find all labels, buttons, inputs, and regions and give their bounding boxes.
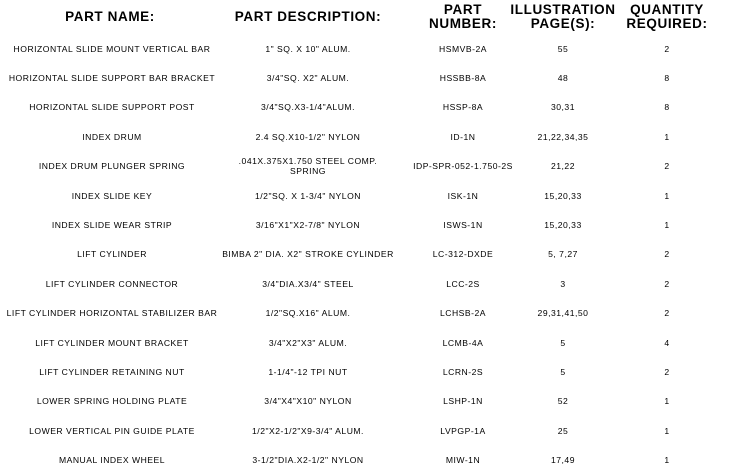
part-name-cell: LOWER VERTICAL PIN GUIDE PLATE: [29, 425, 195, 436]
table-row: [0, 122, 740, 151]
illustration-pages-cell: 5: [560, 337, 566, 348]
part-name-cell: INDEX DRUM PLUNGER SPRING: [38, 161, 186, 172]
part-number-cell: ID-1N: [450, 131, 476, 142]
table-row: [0, 152, 740, 181]
part-number-cell: LCRN-2S: [442, 366, 484, 377]
quantity-cell: 8: [664, 102, 670, 113]
part-name-cell: LOWER SPRING HOLDING PLATE: [36, 396, 188, 407]
part-number-cell: LCMB-4A: [442, 337, 484, 348]
illustration-pages-cell: 15,20,33: [544, 190, 582, 201]
part-name-cell: INDEX SLIDE KEY: [71, 190, 153, 201]
illustration-pages-cell: 21,22: [550, 161, 575, 172]
part-number-cell: LCC-2S: [446, 278, 480, 289]
table-row: [0, 328, 740, 357]
quantity-cell: 2: [664, 366, 670, 377]
quantity-cell: 2: [664, 161, 670, 172]
table-row: [0, 210, 740, 239]
header-line: PART DESCRIPTION:: [234, 9, 382, 24]
illustration-pages-cell: 30,31: [550, 102, 575, 113]
part-description-cell: 1/2"X2-1/2"X9-3/4" ALUM.: [252, 425, 364, 436]
header-part-name: [0, 0, 220, 34]
header-line: NUMBER:: [429, 16, 497, 31]
quantity-cell: 1: [664, 131, 670, 142]
header-line: PAGE(S):: [530, 16, 596, 31]
part-description-cell: 1/2"SQ. X 1-3/4" NYLON: [255, 190, 361, 201]
part-description-cell: 3/4"SQ. X2" ALUM.: [266, 72, 350, 83]
header-line: PART NAME:: [65, 9, 155, 24]
table-row: [0, 299, 740, 328]
table-row: [0, 357, 740, 386]
illustration-pages-cell: 3: [560, 278, 566, 289]
part-number-cell: LC-312-DXDE: [432, 249, 494, 260]
part-name-cell: HORIZONTAL SLIDE SUPPORT POST: [29, 102, 195, 113]
illustration-pages-cell: 52: [557, 396, 569, 407]
header-line: REQUIRED:: [626, 16, 708, 31]
part-description-cell: .041X.375X1.750 STEEL COMP. SPRING: [238, 156, 378, 177]
part-number-cell: LSHP-1N: [443, 396, 483, 407]
quantity-cell: 2: [664, 308, 670, 319]
part-name-cell: INDEX SLIDE WEAR STRIP: [51, 219, 173, 230]
part-description-cell: 1" SQ. X 10" ALUM.: [265, 43, 351, 54]
part-description-cell: 3/4"SQ.X3-1/4"ALUM.: [261, 102, 355, 113]
header-illustration-pages: [503, 0, 623, 34]
part-name-cell: LIFT CYLINDER: [77, 249, 147, 260]
part-description-cell: 3/4"X2"X3" ALUM.: [268, 337, 348, 348]
part-name-cell: LIFT CYLINDER HORIZONTAL STABILIZER BAR: [6, 308, 218, 319]
part-number-cell: LCHSB-2A: [439, 308, 487, 319]
part-description-cell: BIMBA 2" DIA. X2" STROKE CYLINDER: [222, 249, 394, 260]
quantity-cell: 1: [664, 190, 670, 201]
part-name-cell: LIFT CYLINDER CONNECTOR: [45, 278, 179, 289]
table-row: [0, 93, 740, 122]
quantity-cell: 2: [664, 43, 670, 54]
illustration-pages-cell: 55: [557, 43, 569, 54]
illustration-pages-cell: 29,31,41,50: [537, 308, 589, 319]
table-row: [0, 181, 740, 210]
part-number-cell: ISWS-1N: [443, 219, 483, 230]
illustration-pages-cell: 21,22,34,35: [537, 131, 589, 142]
part-name-cell: INDEX DRUM: [82, 131, 142, 142]
table-row: [0, 63, 740, 92]
table-row: [0, 34, 740, 63]
part-number-cell: LVPGP-1A: [440, 425, 486, 436]
header-quantity-required: [617, 0, 717, 34]
header-line: QUANTITY: [630, 2, 704, 17]
part-description-cell: 3/4"X4"X10" NYLON: [264, 396, 352, 407]
table-row: [0, 387, 740, 416]
quantity-cell: 1: [664, 219, 670, 230]
part-name-cell: LIFT CYLINDER MOUNT BRACKET: [35, 337, 189, 348]
quantity-cell: 2: [664, 278, 670, 289]
illustration-pages-cell: 48: [557, 72, 569, 83]
part-description-cell: 1/2"SQ.X16" ALUM.: [265, 308, 351, 319]
table-row: [0, 446, 740, 475]
table-row: [0, 269, 740, 298]
quantity-cell: 2: [664, 249, 670, 260]
part-description-cell: 3/4"DIA.X3/4" STEEL: [262, 278, 354, 289]
header-line: ILLUSTRATION: [510, 2, 616, 17]
header-part-description: [218, 0, 398, 34]
part-name-cell: LIFT CYLINDER RETAINING NUT: [39, 366, 185, 377]
illustration-pages-cell: 5, 7,27: [548, 249, 578, 260]
part-number-cell: HSMVB-2A: [439, 43, 487, 54]
quantity-cell: 1: [664, 396, 670, 407]
part-name-cell: MANUAL INDEX WHEEL: [58, 455, 166, 466]
quantity-cell: 4: [664, 337, 670, 348]
table-row: [0, 416, 740, 445]
part-description-cell: 2.4 SQ.X10-1/2" NYLON: [255, 131, 361, 142]
header-line: PART: [443, 2, 483, 17]
part-name-cell: HORIZONTAL SLIDE SUPPORT BAR BRACKET: [8, 72, 216, 83]
part-number-cell: MIW-1N: [445, 455, 481, 466]
part-number-cell: HSSP-8A: [442, 102, 484, 113]
illustration-pages-cell: 15,20,33: [544, 219, 582, 230]
quantity-cell: 8: [664, 72, 670, 83]
part-description-cell: 3/16"X1"X2-7/8" NYLON: [255, 219, 361, 230]
illustration-pages-cell: 5: [560, 366, 566, 377]
illustration-pages-cell: 17,49: [550, 455, 575, 466]
part-number-cell: HSSBB-8A: [439, 72, 487, 83]
table-row: [0, 240, 740, 269]
part-number-cell: IDP-SPR-052-1.750-2S: [413, 161, 513, 172]
part-number-cell: ISK-1N: [447, 190, 479, 201]
part-description-cell: 3-1/2"DIA.X2-1/2" NYLON: [252, 455, 364, 466]
quantity-cell: 1: [664, 455, 670, 466]
illustration-pages-cell: 25: [557, 425, 569, 436]
quantity-cell: 1: [664, 425, 670, 436]
part-description-cell: 1-1/4"-12 TPI NUT: [268, 366, 348, 377]
part-name-cell: HORIZONTAL SLIDE MOUNT VERTICAL BAR: [13, 43, 211, 54]
